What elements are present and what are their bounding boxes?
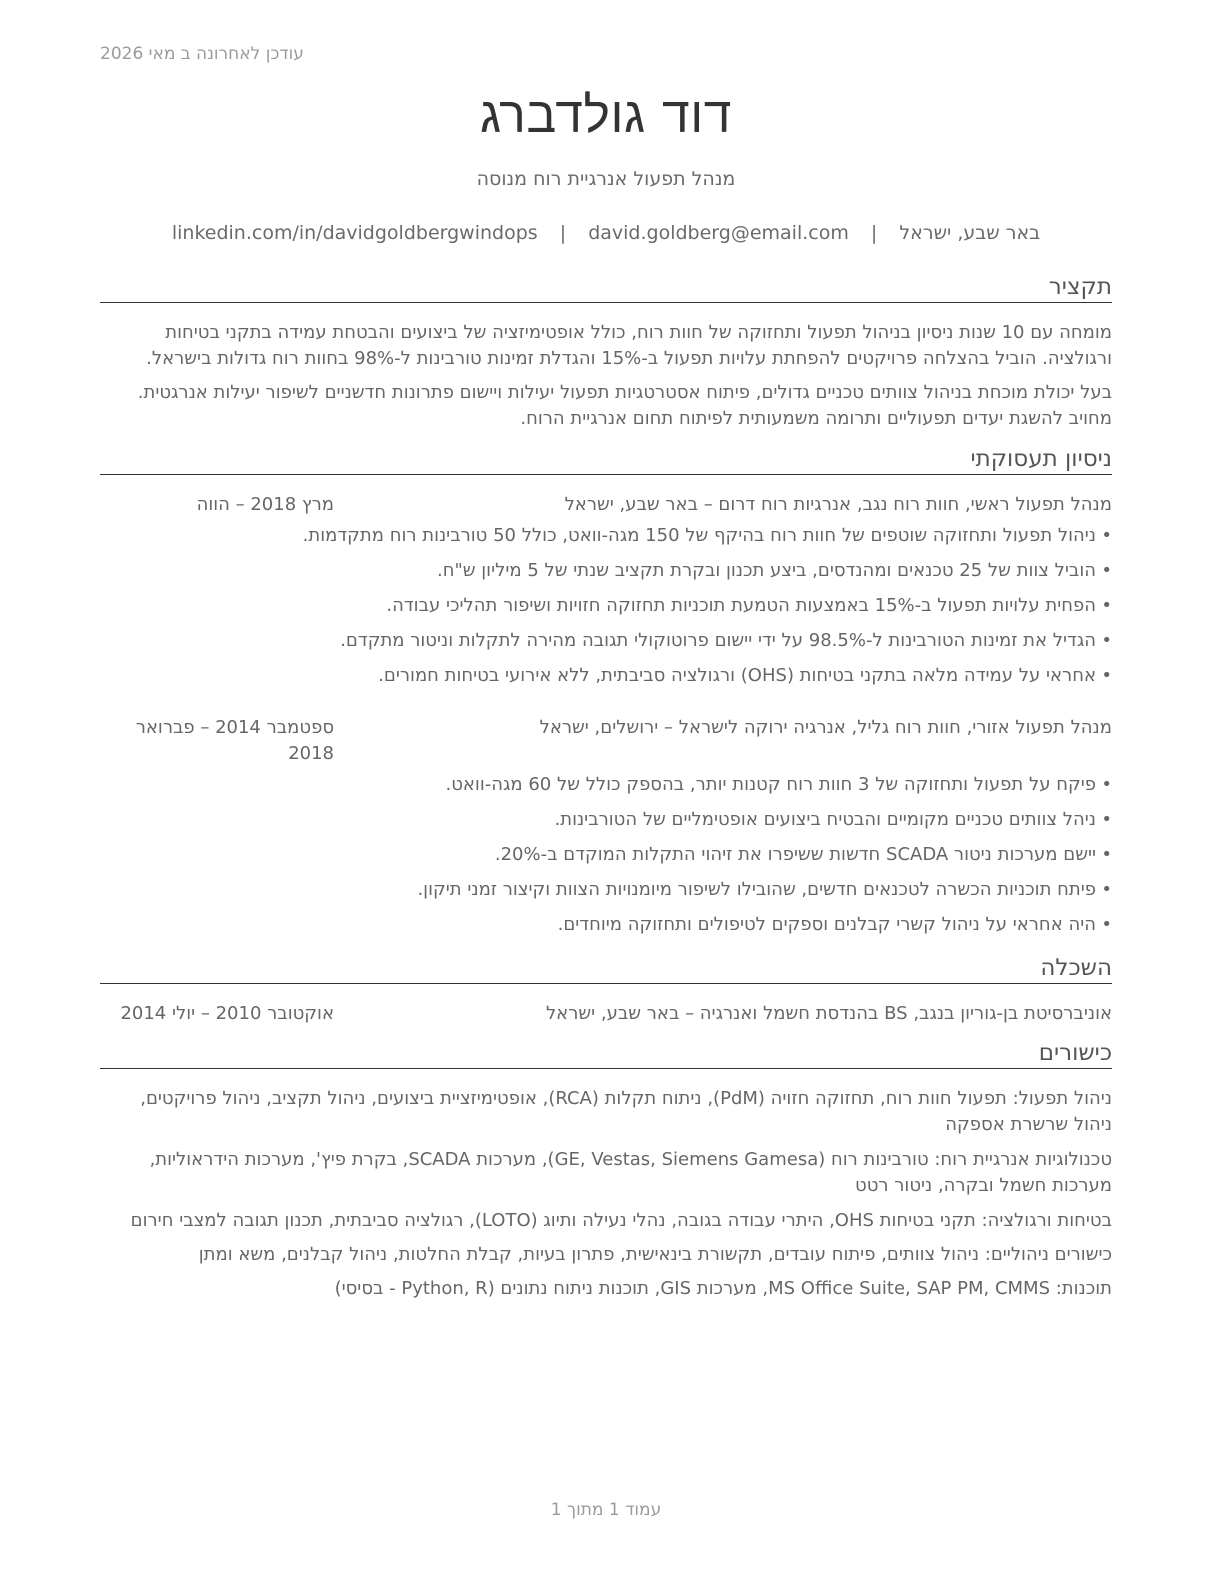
job-bullet: • ניהל צוותים טכניים מקומיים והבטיח ביצועים אופטימליים של הטורבינות. [100, 807, 1112, 842]
education-institution: אוניברסיטת בן-גוריון בנגב, BS בהנדסת חשמל ואנרגיה – באר שבע, ישראל [545, 1003, 1112, 1024]
page-number: עמוד 1 מתוך 1 [550, 1500, 662, 1520]
summary-paragraph: מומחה עם 10 שנות ניסיון בניהול תפעול ותחזוקה של חוות רוח, כולל אופטימיזציה של ביצועים והבטחת עמידה בתקני בטיחות ורגולציה. הוביל בהצלחה פרויקטים להפחתת עלויות תפעול ב-15% והגדלת זמינות טורבינות ל-98% בחוות רוח גדולות בישראל. [146, 322, 1112, 369]
bullet-icon: • [1101, 525, 1112, 546]
job-bullet: • ניהול תפעול ותחזוקה שוטפים של חוות רוח בהיקף של 150 מגה-וואט, כולל 50 טורבינות רוח מתקדמות. [100, 523, 1112, 558]
job-title: מנהל תפעול ראשי, חוות רוח נגב, אנרגיות רוח דרום – באר שבע, ישראל [564, 494, 1112, 515]
job-bullet: • אחראי על עמידה מלאה בתקני בטיחות (OHS) ורגולציה סביבתית, ללא אירועי בטיחות חמורים. [100, 663, 1112, 698]
contact-email[interactable]: david.goldberg@email.com [588, 222, 849, 244]
skill-line: ניהול תפעול: תפעול חוות רוח, תחזוקה חזויה (PdM), ניתוח תקלות (RCA), אופטימיזציית ביצועים, ניהול תקציב, ניהול פרויקטים, ניהול שרשרת אספקה [140, 1088, 1112, 1135]
bullet-icon: • [1101, 630, 1112, 651]
bullet-icon: • [1101, 879, 1112, 900]
job-bullets [100, 772, 1112, 947]
job-bullet: • הפחית עלויות תפעול ב-15% באמצעות הטמעת תוכניות תחזוקה חזויות ושיפור תהליכי עבודה. [100, 593, 1112, 628]
bullet-icon: • [1101, 774, 1112, 795]
resume-page [100, 0, 1112, 1584]
last-updated: עודכן לאחרונה ב מאי 2026 [100, 44, 304, 64]
bullet-icon: • [1101, 809, 1112, 830]
job-bullet: • פיתח תוכניות הכשרה לטכנאים חדשים, שהובילו לשיפור מיומנויות הצוות וקיצור זמני תיקון. [100, 877, 1112, 912]
contact-line [100, 222, 1112, 244]
job-title: מנהל תפעול אזורי, חוות רוח גליל, אנרגיה ירוקה לישראל – ירושלים, ישראל [539, 717, 1112, 738]
job-bullet: • הגדיל את זמינות הטורבינות ל-98.5% על ידי יישום פרוטוקולי תגובה מהירה לתקלות וניטור מתקדם. [100, 628, 1112, 663]
job-bullet: • היה אחראי על ניהול קשרי קבלנים וספקים לטיפולים ותחזוקה מיוחדים. [100, 912, 1112, 947]
candidate-subtitle: מנהל תפעול אנרגיית רוח מנוסה [476, 168, 736, 190]
skill-line: בטיחות ורגולציה: תקני בטיחות OHS, היתרי עבודה בגובה, נהלי נעילה ותיוג (LOTO), רגולציה סביבתית, תכנון תגובה למצבי חירום [130, 1210, 1112, 1231]
summary-paragraph: בעל יכולת מוכחת בניהול צוותים טכניים גדולים, פיתוח אסטרטגיות תפעול יעילות ויישום פתרונות חדשניים לשיפור יעילות אנרגטית. מחויב להשגת יעדים תפעוליים ותרומה משמעותית לפיתוח תחום אנרגיית הרוח. [137, 382, 1112, 429]
bullet-icon: • [1101, 844, 1112, 865]
job-bullet: • הוביל צוות של 25 טכנאים ומהנדסים, ביצע תכנון ובקרת תקציב שנתי של 5 מיליון ש"ח. [100, 558, 1112, 593]
bullet-icon: • [1101, 560, 1112, 581]
section-title-summary: תקציר [100, 274, 1112, 303]
skill-line: טכנולוגיות אנרגיית רוח: טורבינות רוח (GE, Vestas, Siemens Gamesa), מערכות SCADA, בקרת פיץ', מערכות הידראוליות, מערכות חשמל ובקרה, ניטור רטט [149, 1149, 1112, 1196]
job-bullet: • פיקח על תפעול ותחזוקה של 3 חוות רוח קטנות יותר, בהספק כולל של 60 מגה-וואט. [100, 772, 1112, 807]
section-title-skills: כישורים [100, 1040, 1112, 1069]
section-title-experience: ניסיון תעסוקתי [100, 446, 1112, 475]
job-bullets [100, 523, 1112, 698]
job-date: ספטמבר 2014 – פברואר 2018 [135, 717, 334, 764]
contact-location: באר שבע, ישראל [899, 222, 1041, 244]
candidate-name: דוד גולדברג [480, 86, 732, 144]
education-date: אוקטובר 2010 – יולי 2014 [120, 1003, 334, 1024]
bullet-icon: • [1101, 665, 1112, 686]
contact-separator: | [870, 222, 878, 244]
section-title-education: השכלה [100, 955, 1112, 984]
contact-separator: | [559, 222, 567, 244]
bullet-icon: • [1101, 914, 1112, 935]
bullet-icon: • [1101, 595, 1112, 616]
job-bullet: • יישם מערכות ניטור SCADA חדשות ששיפרו את זיהוי התקלות המוקדם ב-20%. [100, 842, 1112, 877]
job-date: מרץ 2018 – הווה [196, 494, 334, 515]
skill-line: תוכנות: MS Office Suite, SAP PM, CMMS, מערכות GIS, תוכנות ניתוח נתונים (Python, R - בסיסי) [334, 1278, 1112, 1299]
contact-linkedin[interactable]: linkedin.com/in/davidgoldbergwindops [171, 222, 538, 244]
skill-line: כישורים ניהוליים: ניהול צוותים, פיתוח עובדים, תקשורת בינאישית, פתרון בעיות, קבלת החלטות, ניהול קבלנים, משא ומתן [198, 1244, 1112, 1265]
